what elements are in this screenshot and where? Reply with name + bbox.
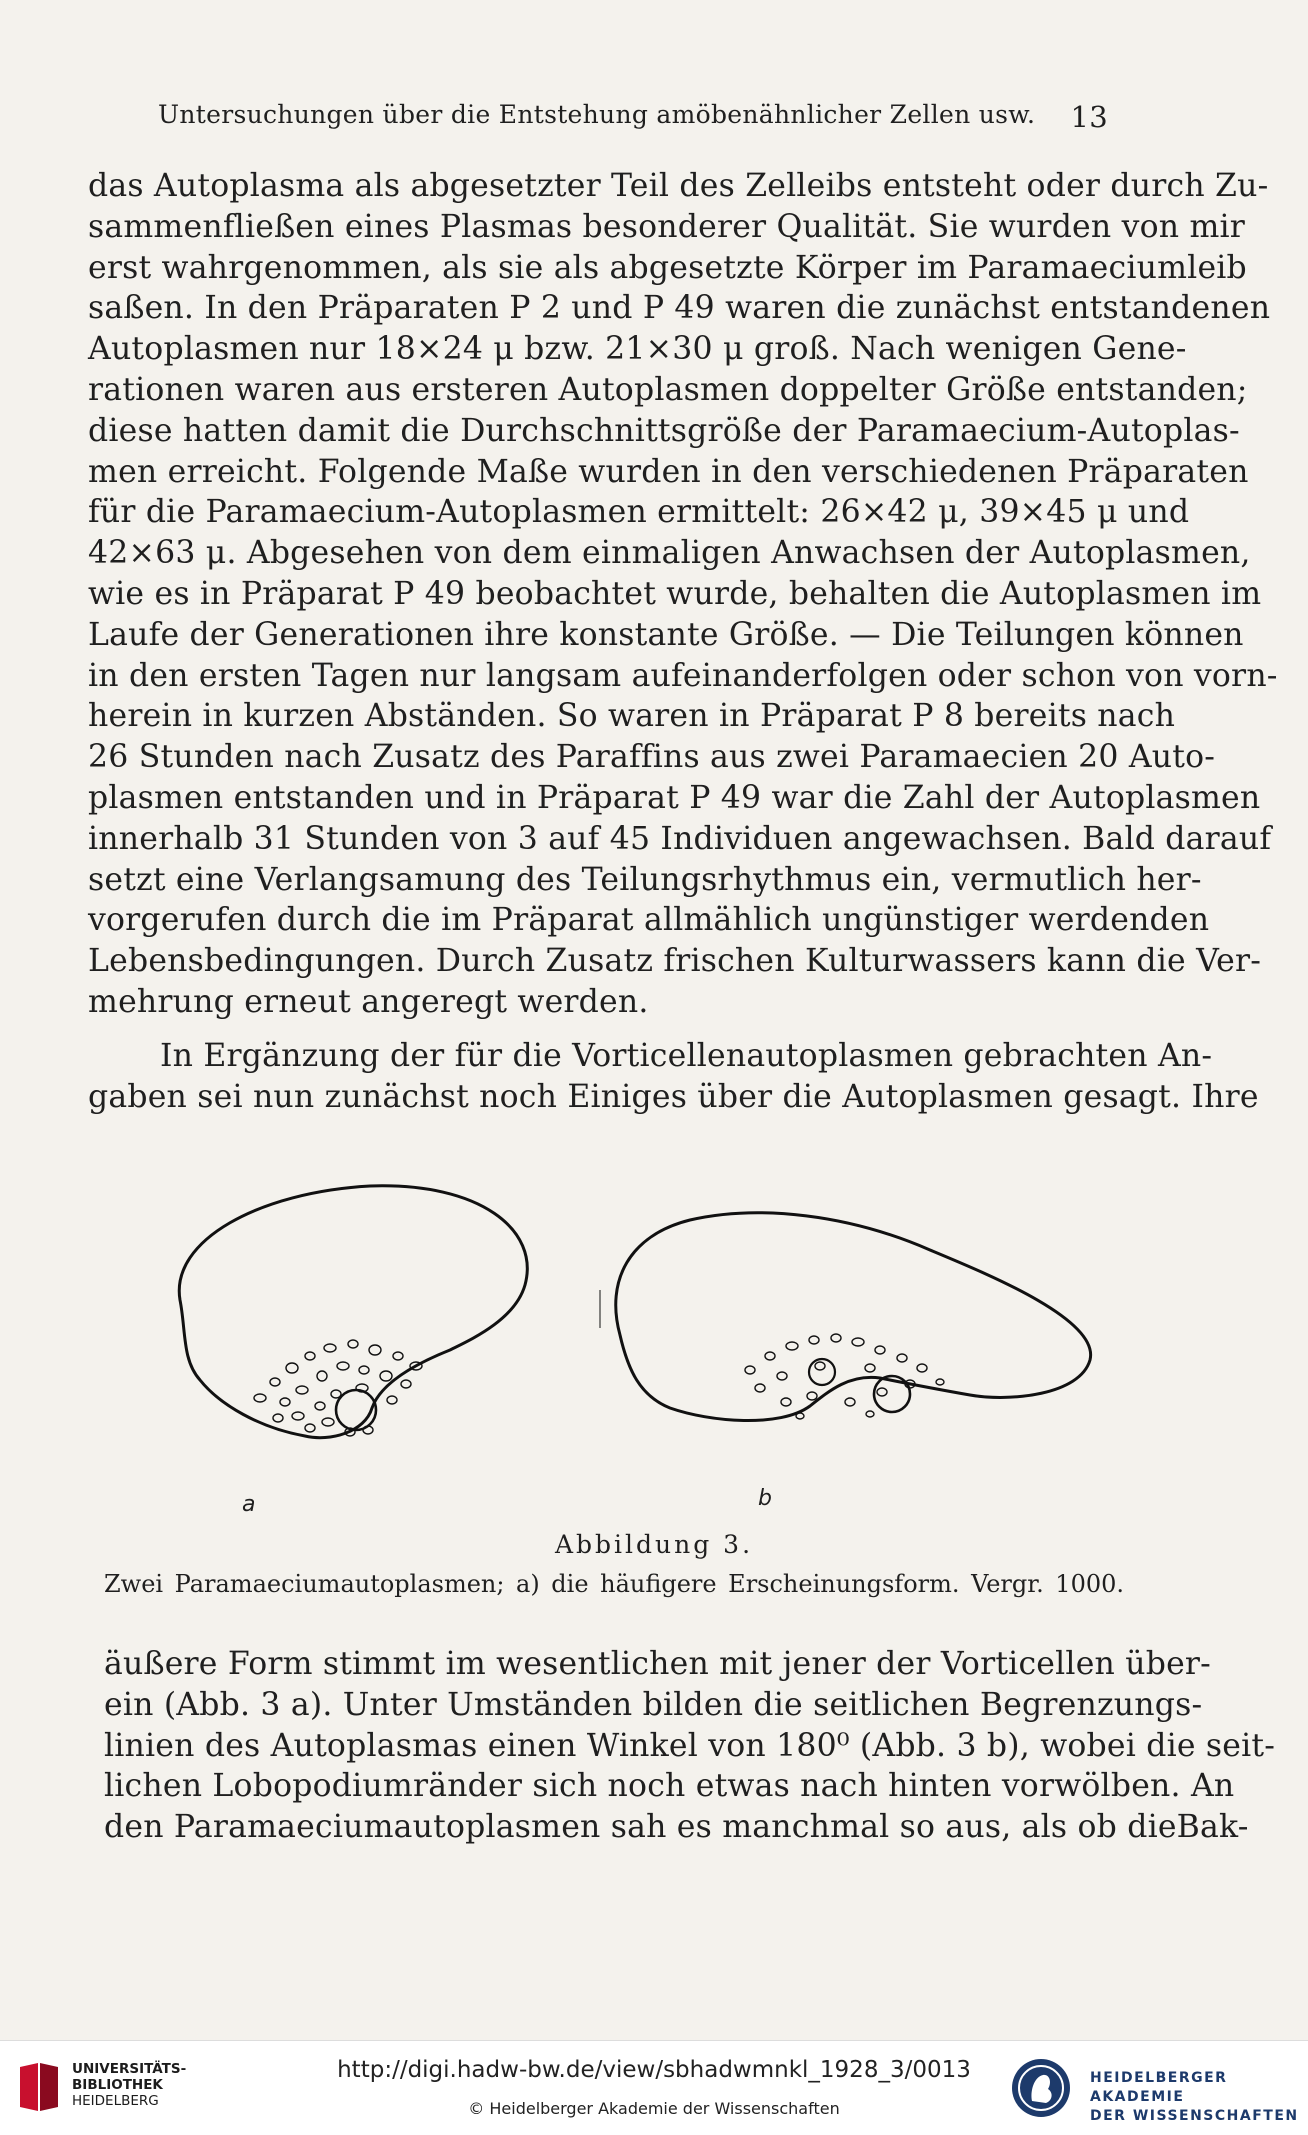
figure-label-a: a bbox=[242, 1492, 256, 1517]
text-line: plasmen entstanden und in Präparat P 49 war die Zahl der Autoplasmen bbox=[88, 779, 1261, 816]
text-line: setzt eine Verlangsamung des Teilungsrhythmus ein, vermutlich her- bbox=[88, 861, 1202, 898]
text-line: den Paramaeciumautoplasmen sah es manchmal so aus, als ob dieBak- bbox=[104, 1809, 1249, 1846]
text-line: erst wahrgenommen, als sie als abgesetzte Körper im Paramaeciumleib bbox=[88, 249, 1247, 286]
figure-title: Abbildung 3. bbox=[554, 1530, 754, 1559]
text-line: Lebensbedingungen. Durch Zusatz frischen Kulturwassers kann die Ver- bbox=[88, 943, 1262, 980]
text-line: gaben sei nun zunächst noch Einiges über die Autoplasmen gesagt. Ihre bbox=[88, 1078, 1259, 1115]
text-line: In Ergänzung der für die Vorticellenautoplasmen gebrachten An- bbox=[160, 1038, 1213, 1074]
text-line: äußere Form stimmt im wesentlichen mit jener der Vorticellen über- bbox=[104, 1646, 1212, 1682]
text-line: Autoplasmen nur 18×24 μ bzw. 21×30 μ groß. Nach wenigen Gene- bbox=[88, 331, 1187, 368]
permalink-url[interactable]: http://digi.hadw-bw.de/view/sbhadwmnkl_1928_3/0013 bbox=[337, 2057, 971, 2083]
text-line: men erreicht. Folgende Maße wurden in den verschiedenen Präparaten bbox=[88, 453, 1249, 490]
academy-name: HEIDELBERGER AKADEMIE DER WISSENSCHAFTEN bbox=[1090, 2070, 1299, 2124]
academy-seal-icon bbox=[1010, 2055, 1072, 2121]
text-line: ein (Abb. 3 a). Unter Umständen bilden die seitlichen Begrenzungs- bbox=[104, 1686, 1203, 1723]
text-line: vorgerufen durch die im Präparat allmählich ungünstiger werdenden bbox=[88, 902, 1210, 939]
autoplasm-drawing-b bbox=[600, 1213, 1091, 1421]
text-line: für die Paramaecium-Autoplasmen ermittelt: 26×42 μ, 39×45 μ und bbox=[88, 494, 1190, 531]
copyright-notice: © Heidelberger Akademie der Wissenschaften bbox=[468, 2099, 840, 2118]
page-number: 13 bbox=[1070, 100, 1108, 134]
paragraph-1 bbox=[88, 166, 1278, 1023]
text-line: mehrung erneut angeregt werden. bbox=[88, 983, 649, 1020]
figure-autoplasm-drawings bbox=[110, 1170, 1120, 1540]
granules-b bbox=[745, 1334, 944, 1419]
text-line: in den ersten Tagen nur langsam aufeinanderfolgen oder schon von vorn- bbox=[88, 657, 1278, 694]
text-line: lichen Lobopodiumränder sich noch etwas nach hinten vorwölben. An bbox=[104, 1768, 1235, 1805]
text-line: innerhalb 31 Stunden von 3 auf 45 Individuen angewachsen. Bald darauf bbox=[88, 820, 1272, 857]
figure-caption: Zwei Paramaeciumautoplasmen; a) die häufigere Erscheinungsform. Vergr. 1000. bbox=[104, 1570, 1124, 1598]
text-line: linien des Autoplasmas einen Winkel von 180⁰ (Abb. 3 b), wobei die seit- bbox=[104, 1727, 1276, 1764]
granules-a bbox=[254, 1340, 422, 1436]
running-header bbox=[158, 100, 1108, 134]
text-line: diese hatten damit die Durchschnittsgröße der Paramaecium-Autoplas- bbox=[88, 412, 1240, 449]
text-line: Laufe der Generationen ihre konstante Größe. — Die Teilungen können bbox=[88, 616, 1244, 653]
text-line: rationen waren aus ersteren Autoplasmen doppelter Größe entstanden; bbox=[88, 371, 1248, 408]
university-library-name: UNIVERSITÄTS- BIBLIOTHEK HEIDELBERG bbox=[72, 2061, 187, 2109]
running-title: Untersuchungen über die Entstehung amöbenähnlicher Zellen usw. bbox=[158, 100, 1036, 129]
text-line: 26 Stunden nach Zusatz des Paraffins aus zwei Paramaecien 20 Auto- bbox=[88, 739, 1216, 776]
paragraph-3 bbox=[104, 1644, 1276, 1848]
figure-label-b: b bbox=[758, 1486, 772, 1511]
text-line: wie es in Präparat P 49 beobachtet wurde, behalten die Autoplasmen im bbox=[88, 575, 1262, 612]
text-line: 42×63 μ. Abgesehen von dem einmaligen Anwachsen der Autoplasmen, bbox=[88, 535, 1251, 572]
text-line: saßen. In den Präparaten P 2 und P 49 waren die zunächst entstandenen bbox=[88, 290, 1271, 327]
text-line: herein in kurzen Abständen. So waren in Präparat P 8 bereits nach bbox=[88, 698, 1176, 735]
text-line: sammenfließen eines Plasmas besonderer Qualität. Sie wurden von mir bbox=[88, 208, 1246, 245]
text-line: das Autoplasma als abgesetzter Teil des Zelleibs entsteht oder durch Zu- bbox=[88, 168, 1269, 204]
footer-bar bbox=[0, 2040, 1308, 2135]
paragraph-2 bbox=[88, 1036, 1259, 1118]
autoplasm-drawing-a bbox=[179, 1186, 527, 1438]
